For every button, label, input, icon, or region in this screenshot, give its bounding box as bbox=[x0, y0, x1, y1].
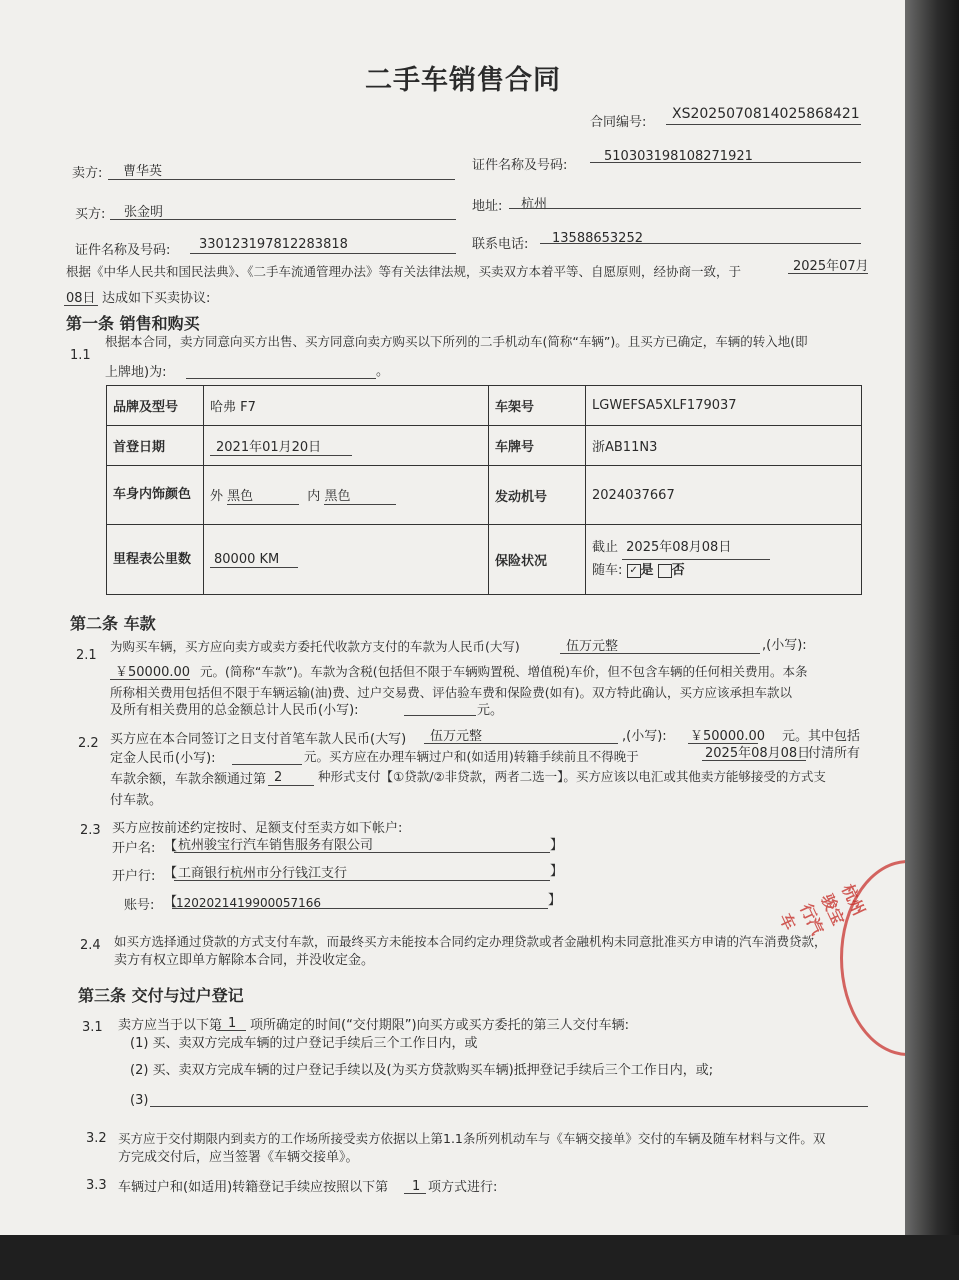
no-label: 否 bbox=[671, 563, 685, 579]
article2-heading: 第二条 车款 bbox=[70, 614, 156, 633]
clause-2-2-date: 2025年08月08日 bbox=[705, 746, 811, 761]
acct-no-underline bbox=[172, 908, 548, 909]
clause-3-1-opt3: (3) bbox=[130, 1093, 149, 1108]
buyer-phone: 13588653252 bbox=[552, 231, 643, 246]
clause-2-1-cn-underline bbox=[560, 653, 760, 654]
clause-2-2-way: 2 bbox=[274, 770, 283, 785]
clause-2-1-e: 及所有相关费用的总金额总计人民币(小写): bbox=[110, 703, 359, 718]
buyer-name: 张金明 bbox=[124, 205, 164, 220]
reg-date-value: 2021年01月20日 bbox=[210, 436, 352, 456]
clause-3-3-num: 3.3 bbox=[86, 1178, 107, 1193]
preamble-date-b: 08日 bbox=[66, 291, 96, 306]
vin-value: LGWEFSA5XLF179037 bbox=[586, 386, 862, 426]
acct-no-lb: 【 bbox=[164, 895, 178, 910]
acct-no-label: 账号: bbox=[124, 898, 155, 913]
clause-2-2-e: 元。买方应在办理车辆过户和(如适用)转籍手续前且不得晚于 bbox=[304, 749, 639, 764]
clause-2-2-a: 买方应在本合同签订之日支付首笔车款人民币(大写) bbox=[110, 732, 407, 747]
article1-heading: 第一条 销售和购买 bbox=[66, 314, 200, 333]
clause-3-1-opt2: (2) 买、卖双方完成车辆的过户登记手续以及(为买方贷款购买车辆)抵押登记手续后三个工作日内，或; bbox=[130, 1063, 714, 1078]
clause-2-2-c: 元。其中包括 bbox=[782, 729, 861, 744]
clause-2-4-b: 卖方有权立即单方解除本合同，并没收定金。 bbox=[114, 953, 375, 968]
color-label: 车身内饰颜色 bbox=[107, 466, 204, 525]
clause-3-1-opt1: (1) 买、卖双方完成车辆的过户登记手续后三个工作日内，或 bbox=[130, 1036, 478, 1051]
insurance-label: 保险状况 bbox=[489, 525, 586, 595]
clause-2-1-cn: 伍万元整 bbox=[566, 639, 619, 654]
buyer-id-label: 证件名称及号码: bbox=[75, 243, 171, 258]
color-cell bbox=[204, 466, 489, 525]
seller-name: 曹华英 bbox=[123, 164, 163, 179]
clause-2-3-num: 2.3 bbox=[80, 823, 101, 838]
preamble-date-a: 2025年07月 bbox=[793, 259, 869, 274]
clause-3-2-a: 买方应于交付期限内到卖方的工作场所接受卖方依据以上第1.1条所列机动车与《车辆交接单》交付的车辆及随车材料与文件。双 bbox=[118, 1131, 826, 1146]
clause-3-1-a: 卖方应当于以下第 bbox=[118, 1018, 223, 1033]
yes-checkbox[interactable]: ✓ bbox=[627, 564, 641, 578]
clause-3-3-b: 项方式进行: bbox=[428, 1180, 498, 1195]
brand-label: 品牌及型号 bbox=[107, 386, 204, 426]
vehicle-info-table bbox=[106, 385, 862, 595]
clause-1-1-line1: 根据本合同，卖方同意向买方出售、买方同意向卖方购买以下所列的二手机动车(简称“车辆”)。且买方已确定，车辆的转入地(即 bbox=[105, 334, 808, 349]
background-edge bbox=[905, 0, 959, 1280]
seller-label: 卖方: bbox=[72, 166, 103, 181]
seller-underline bbox=[108, 179, 455, 180]
clause-2-1-d: 所称相关费用包括但不限于车辆运输(油)费、过户交易费、评估验车费和保险费(如有)。双方特此确认，买方应该承担车款以 bbox=[110, 685, 793, 700]
bank-lb: 【 bbox=[164, 866, 178, 881]
engine-value: 2024037667 bbox=[586, 466, 862, 525]
company-seal-text: 杭州骏宝行汽车 bbox=[775, 881, 869, 938]
acct-no-rb: 】 bbox=[548, 893, 562, 908]
clause-2-1-num-val: ￥50000.00 bbox=[115, 665, 191, 680]
clause-2-2-way-underline bbox=[268, 785, 314, 786]
clause-3-1-opt3-underline bbox=[150, 1106, 868, 1107]
odometer-label: 里程表公里数 bbox=[107, 525, 204, 595]
seller-id-no: 510303198108271921 bbox=[604, 149, 753, 164]
clause-2-2-b: ,(小写): bbox=[622, 729, 667, 744]
reg-date-cell bbox=[204, 426, 489, 466]
clause-2-1-f: 元。 bbox=[477, 703, 504, 718]
clause-2-2-cn-underline bbox=[424, 743, 618, 744]
reg-date-label: 首登日期 bbox=[107, 426, 204, 466]
clause-3-1-item-underline bbox=[216, 1030, 246, 1031]
clause-1-1-end: 。 bbox=[376, 364, 390, 379]
preamble-line2: 达成如下买卖协议: bbox=[102, 291, 211, 306]
yes-label: 是 bbox=[640, 563, 654, 579]
clause-2-2-g: 车款余额，车款余额通过第 bbox=[110, 772, 267, 787]
clause-2-1-b: ,(小写): bbox=[762, 638, 807, 653]
clause-2-2-i: 付车款。 bbox=[110, 793, 163, 808]
clause-2-1-a: 为购买车辆，买方应向卖方或卖方委托代收款方支付的车款为人民币(大写) bbox=[110, 639, 520, 654]
buyer-underline bbox=[110, 219, 456, 220]
clause-3-1-item: 1 bbox=[228, 1016, 237, 1031]
buyer-id-no: 330123197812283818 bbox=[199, 237, 348, 252]
clause-3-3-item-underline bbox=[404, 1193, 426, 1194]
odometer-cell bbox=[204, 525, 489, 595]
bank-underline bbox=[174, 880, 550, 881]
clause-2-1-num: 2.1 bbox=[76, 648, 97, 663]
insurance-until-label: 截止 bbox=[592, 540, 619, 556]
clause-2-2-deposit-underline bbox=[232, 764, 302, 765]
document-title: 二手车销售合同 bbox=[365, 65, 561, 96]
clause-2-2-date-underline bbox=[702, 760, 806, 761]
bank-label: 开户行: bbox=[112, 869, 156, 884]
clause-2-2-cn: 伍万元整 bbox=[430, 729, 483, 744]
clause-2-2-val-underline bbox=[688, 743, 758, 744]
seller-id-label: 证件名称及号码: bbox=[472, 158, 568, 173]
vin-label: 车架号 bbox=[489, 386, 586, 426]
acct-name-rb: 】 bbox=[550, 838, 564, 853]
clause-3-3-a: 车辆过户和(如适用)转籍登记手续应按照以下第 bbox=[118, 1180, 389, 1195]
bank-rb: 】 bbox=[550, 864, 564, 879]
clause-2-4-num: 2.4 bbox=[80, 938, 101, 953]
clause-2-2-num: 2.2 bbox=[78, 736, 99, 751]
plate-value: 浙AB11N3 bbox=[586, 426, 862, 466]
buyer-addr-label: 地址: bbox=[472, 199, 503, 214]
clause-3-1-b: 项所确定的时间(“交付期限”)向买方或买方委托的第三人交付车辆: bbox=[250, 1018, 629, 1033]
contract-no-underline bbox=[666, 124, 861, 125]
clause-1-1-line2: 上牌地)为: bbox=[105, 365, 167, 380]
preamble-date-underline bbox=[788, 273, 868, 274]
clause-1-1-num: 1.1 bbox=[70, 348, 91, 363]
clause-2-1-total-underline bbox=[404, 715, 476, 716]
clause-2-2-h: 种形式支付【①贷款/②非贷款，两者二选一】。买方应该以电汇或其他卖方能够接受的方式支 bbox=[318, 769, 826, 784]
follow-label: 随车: bbox=[592, 563, 623, 579]
clause-3-2-num: 3.2 bbox=[86, 1131, 107, 1146]
buyer-addr: 杭州 bbox=[521, 197, 548, 212]
ext-label: 外 bbox=[210, 489, 224, 505]
odometer-value: 80000 KM bbox=[210, 552, 298, 568]
clause-2-3-a: 买方应按前述约定按时、足额支付至卖方如下帐户: bbox=[112, 821, 403, 836]
bank-value: 工商银行杭州市分行钱江支行 bbox=[178, 866, 348, 881]
article3-heading: 第三条 交付与过户登记 bbox=[78, 986, 244, 1005]
contract-no-label: 合同编号: bbox=[590, 115, 647, 130]
clause-2-2-d: 定金人民币(小写): bbox=[110, 751, 216, 766]
clause-2-1-c: 元。(简称“车款”)。车款为含税(包括但不限于车辆购置税、增值税)车价，但不包含车辆的任何相关费用。本条 bbox=[200, 664, 808, 679]
int-label: 内 bbox=[307, 489, 321, 505]
clause-3-1-num: 3.1 bbox=[82, 1020, 103, 1035]
acct-name-lb: 【 bbox=[164, 839, 178, 854]
no-checkbox[interactable] bbox=[658, 564, 672, 578]
preamble-text: 根据《中华人民共和国民法典》、《二手车流通管理办法》等有关法律法规，买卖双方本着平等、自愿原则，经协商一致，于 bbox=[66, 264, 742, 279]
ext-color: 黑色 bbox=[227, 485, 299, 505]
brand-value: 哈弗 F7 bbox=[204, 386, 489, 426]
clause-2-4-a: 如买方选择通过贷款的方式支付车款，而最终买方未能按本合同约定办理贷款或者金融机构未同意批准买方申请的汽车消费贷款， bbox=[114, 934, 827, 949]
plate-label: 车牌号 bbox=[489, 426, 586, 466]
buyer-label: 买方: bbox=[75, 207, 106, 222]
int-color: 黑色 bbox=[324, 485, 396, 505]
acct-name-value: 杭州骏宝行汽车销售服务有限公司 bbox=[178, 838, 374, 853]
seller-id-underline bbox=[590, 162, 861, 163]
buyer-phone-underline bbox=[540, 243, 861, 244]
clause-2-1-num-underline bbox=[110, 679, 190, 680]
insurance-cell bbox=[586, 525, 862, 595]
acct-no-value: 1202021419900057166 bbox=[176, 896, 322, 910]
clause-3-3-item: 1 bbox=[412, 1179, 421, 1194]
background-bottom bbox=[0, 1235, 959, 1280]
insurance-until-date: 2025年08月08日 bbox=[622, 537, 770, 560]
engine-label: 发动机号 bbox=[489, 466, 586, 525]
buyer-id-underline bbox=[190, 253, 456, 254]
clause-3-2-b: 方完成交付后，应当签署《车辆交接单》。 bbox=[118, 1150, 359, 1165]
contract-no-value: XS2025070814025868421 bbox=[672, 106, 860, 122]
buyer-phone-label: 联系电话: bbox=[472, 237, 529, 252]
clause-1-1-underline bbox=[186, 378, 376, 379]
acct-name-underline bbox=[174, 852, 550, 853]
acct-name-label: 开户名: bbox=[112, 841, 156, 856]
buyer-addr-underline bbox=[509, 208, 861, 209]
clause-2-2-f: 付清所有 bbox=[808, 746, 861, 761]
clause-2-2-val: ￥50000.00 bbox=[690, 729, 766, 744]
preamble-date-b-underline bbox=[64, 305, 98, 306]
